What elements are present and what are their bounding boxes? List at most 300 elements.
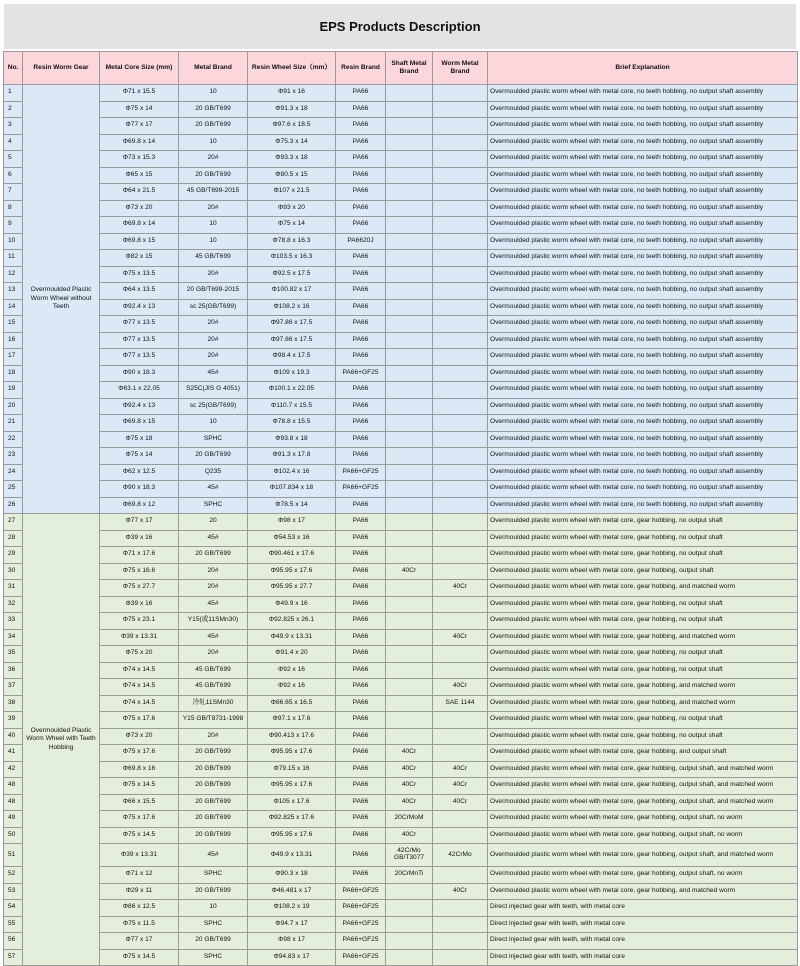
table-row bbox=[4, 332, 798, 349]
metal-core-size-cell: Φ71 x 15.5 bbox=[100, 85, 179, 102]
metal-core-size-cell: Φ74 x 14.5 bbox=[100, 695, 179, 712]
resin-wheel-size-cell: Φ97.1 x 17.6 bbox=[248, 712, 336, 729]
resin-brand-cell: PA66 bbox=[336, 200, 386, 217]
brief-explanation-cell: Overmoulded plastic worm wheel with metal core, no teeth hobbing, no output shaft assembly bbox=[488, 101, 798, 118]
resin-wheel-size-cell: Φ46.481 x 17 bbox=[248, 883, 336, 900]
worm-metal-brand-cell bbox=[433, 332, 488, 349]
metal-brand-cell: 45# bbox=[179, 481, 248, 498]
brief-explanation-cell: Overmoulded plastic worm wheel with metal core, gear hobbing, no output shaft bbox=[488, 728, 798, 745]
worm-metal-brand-cell: SAE 1144 bbox=[433, 695, 488, 712]
header-shaft-metal-brand: Shaft Metal Brand bbox=[386, 52, 433, 85]
resin-brand-cell: PA66 bbox=[336, 679, 386, 696]
resin-brand-cell: PA66+GF25 bbox=[336, 365, 386, 382]
resin-brand-cell: PA66 bbox=[336, 101, 386, 118]
shaft-metal-brand-cell: 40Cr bbox=[386, 761, 433, 778]
resin-wheel-size-cell: Φ95.95 x 17.6 bbox=[248, 778, 336, 795]
shaft-metal-brand-cell bbox=[386, 431, 433, 448]
metal-brand-cell: 45 GB/T699 bbox=[179, 679, 248, 696]
metal-brand-cell: 20# bbox=[179, 563, 248, 580]
resin-wheel-size-cell: Φ108.2 x 16 bbox=[248, 299, 336, 316]
metal-core-size-cell: Φ92.4 x 13 bbox=[100, 299, 179, 316]
shaft-metal-brand-cell bbox=[386, 118, 433, 135]
metal-brand-cell: 20 GB/T699-2015 bbox=[179, 283, 248, 300]
row-number: 1 bbox=[4, 85, 23, 102]
metal-core-size-cell: Φ73 x 20 bbox=[100, 200, 179, 217]
row-number: 42 bbox=[4, 761, 23, 778]
metal-core-size-cell: Φ64 x 21.5 bbox=[100, 184, 179, 201]
shaft-metal-brand-cell bbox=[386, 646, 433, 663]
shaft-metal-brand-cell bbox=[386, 481, 433, 498]
table-row bbox=[4, 316, 798, 333]
metal-brand-cell: 20 GB/T699 bbox=[179, 933, 248, 950]
header-brief-explanation: Brief Explanation bbox=[488, 52, 798, 85]
resin-brand-cell: PA66 bbox=[336, 629, 386, 646]
resin-brand-cell: PA66 bbox=[336, 867, 386, 884]
resin-brand-cell: PA66 bbox=[336, 547, 386, 564]
metal-brand-cell: 20# bbox=[179, 646, 248, 663]
worm-metal-brand-cell bbox=[433, 134, 488, 151]
category-cell: Overmoulded Plastic Worm Wheel with Teeth Hobbing bbox=[23, 514, 100, 966]
worm-metal-brand-cell bbox=[433, 233, 488, 250]
resin-wheel-size-cell: Φ92.5 x 17.5 bbox=[248, 266, 336, 283]
resin-brand-cell: PA66 bbox=[336, 514, 386, 531]
resin-wheel-size-cell: Φ94.83 x 17 bbox=[248, 949, 336, 966]
metal-brand-cell: SPHC bbox=[179, 431, 248, 448]
worm-metal-brand-cell bbox=[433, 382, 488, 399]
brief-explanation-cell: Overmoulded plastic worm wheel with metal core, no teeth hobbing, no output shaft assembly bbox=[488, 497, 798, 514]
header-metal-brand: Metal Brand bbox=[179, 52, 248, 85]
metal-brand-cell: 20# bbox=[179, 349, 248, 366]
worm-metal-brand-cell bbox=[433, 933, 488, 950]
table-row bbox=[4, 514, 798, 531]
worm-metal-brand-cell bbox=[433, 299, 488, 316]
table-row bbox=[4, 266, 798, 283]
resin-brand-cell: PA66 bbox=[336, 745, 386, 762]
row-number: 35 bbox=[4, 646, 23, 663]
resin-brand-cell: PA66 bbox=[336, 613, 386, 630]
resin-wheel-size-cell: Φ90.461 x 17.6 bbox=[248, 547, 336, 564]
table-row bbox=[4, 613, 798, 630]
row-number: 53 bbox=[4, 883, 23, 900]
resin-brand-cell: PA66 bbox=[336, 646, 386, 663]
row-number: 21 bbox=[4, 415, 23, 432]
resin-brand-cell: PA66+GF25 bbox=[336, 883, 386, 900]
brief-explanation-cell: Overmoulded plastic worm wheel with metal core, gear hobbing, and matched worm bbox=[488, 695, 798, 712]
row-number: 8 bbox=[4, 200, 23, 217]
metal-core-size-cell: Φ39 x 16 bbox=[100, 530, 179, 547]
brief-explanation-cell: Overmoulded plastic worm wheel with metal core, gear hobbing, output shaft, no worm bbox=[488, 867, 798, 884]
resin-brand-cell: PA66 bbox=[336, 299, 386, 316]
resin-wheel-size-cell: Φ92 x 16 bbox=[248, 662, 336, 679]
resin-brand-cell: PA66 bbox=[336, 844, 386, 867]
shaft-metal-brand-cell bbox=[386, 365, 433, 382]
metal-core-size-cell: Φ75 x 14.5 bbox=[100, 949, 179, 966]
shaft-metal-brand-cell bbox=[386, 266, 433, 283]
resin-wheel-size-cell: Φ78.5 x 14 bbox=[248, 497, 336, 514]
brief-explanation-cell: Overmoulded plastic worm wheel with metal core, no teeth hobbing, no output shaft assembly bbox=[488, 167, 798, 184]
worm-metal-brand-cell bbox=[433, 596, 488, 613]
row-number: 11 bbox=[4, 250, 23, 267]
shaft-metal-brand-cell bbox=[386, 933, 433, 950]
worm-metal-brand-cell bbox=[433, 200, 488, 217]
resin-wheel-size-cell: Φ79.15 x 16 bbox=[248, 761, 336, 778]
metal-brand-cell: 20# bbox=[179, 316, 248, 333]
metal-core-size-cell: Φ92.4 x 13 bbox=[100, 398, 179, 415]
table-row bbox=[4, 883, 798, 900]
row-number: 30 bbox=[4, 563, 23, 580]
metal-core-size-cell: Φ77 x 13.5 bbox=[100, 349, 179, 366]
resin-brand-cell: PA66 bbox=[336, 184, 386, 201]
resin-wheel-size-cell: Φ75.3 x 14 bbox=[248, 134, 336, 151]
row-number: 48 bbox=[4, 794, 23, 811]
metal-brand-cell: SPHC bbox=[179, 867, 248, 884]
worm-metal-brand-cell: 42CrMo bbox=[433, 844, 488, 867]
metal-brand-cell: 20 GB/T699 bbox=[179, 761, 248, 778]
metal-core-size-cell: Φ75 x 20 bbox=[100, 646, 179, 663]
metal-brand-cell: SPHC bbox=[179, 497, 248, 514]
worm-metal-brand-cell bbox=[433, 745, 488, 762]
worm-metal-brand-cell bbox=[433, 563, 488, 580]
resin-wheel-size-cell: Φ100.1 x 22.05 bbox=[248, 382, 336, 399]
worm-metal-brand-cell bbox=[433, 949, 488, 966]
table-row bbox=[4, 184, 798, 201]
table-row bbox=[4, 563, 798, 580]
worm-metal-brand-cell bbox=[433, 547, 488, 564]
resin-wheel-size-cell: Φ107.834 x 18 bbox=[248, 481, 336, 498]
resin-wheel-size-cell: Φ78.8 x 16.3 bbox=[248, 233, 336, 250]
shaft-metal-brand-cell bbox=[386, 382, 433, 399]
row-number: 38 bbox=[4, 695, 23, 712]
resin-wheel-size-cell: Φ91.4 x 20 bbox=[248, 646, 336, 663]
metal-brand-cell: Y15 GB/T8731-1998 bbox=[179, 712, 248, 729]
metal-core-size-cell: Φ71 x 17.6 bbox=[100, 547, 179, 564]
metal-brand-cell: 20 GB/T699 bbox=[179, 101, 248, 118]
resin-wheel-size-cell: Φ95.95 x 27.7 bbox=[248, 580, 336, 597]
metal-brand-cell: 20 GB/T699 bbox=[179, 811, 248, 828]
resin-brand-cell: PA66 bbox=[336, 728, 386, 745]
table-row bbox=[4, 695, 798, 712]
resin-wheel-size-cell: Φ90.413 x 17.6 bbox=[248, 728, 336, 745]
table-row bbox=[4, 151, 798, 168]
brief-explanation-cell: Direct injected gear with teeth, with metal core bbox=[488, 916, 798, 933]
shaft-metal-brand-cell bbox=[386, 316, 433, 333]
row-number: 18 bbox=[4, 365, 23, 382]
brief-explanation-cell: Overmoulded plastic worm wheel with metal core, gear hobbing, and matched worm bbox=[488, 883, 798, 900]
header-resin-worm-gear: Resin Worm Gear bbox=[23, 52, 100, 85]
brief-explanation-cell: Overmoulded plastic worm wheel with metal core, no teeth hobbing, no output shaft assembly bbox=[488, 431, 798, 448]
shaft-metal-brand-cell bbox=[386, 332, 433, 349]
metal-core-size-cell: Φ77 x 17 bbox=[100, 933, 179, 950]
brief-explanation-cell: Overmoulded plastic worm wheel with metal core, no teeth hobbing, no output shaft assembly bbox=[488, 151, 798, 168]
resin-wheel-size-cell: Φ49.9 x 16 bbox=[248, 596, 336, 613]
table-row bbox=[4, 497, 798, 514]
resin-wheel-size-cell: Φ97.86 x 17.5 bbox=[248, 332, 336, 349]
worm-metal-brand-cell bbox=[433, 811, 488, 828]
shaft-metal-brand-cell bbox=[386, 916, 433, 933]
table-row bbox=[4, 778, 798, 795]
metal-core-size-cell: Φ71 x 12 bbox=[100, 867, 179, 884]
table-row bbox=[4, 85, 798, 102]
row-number: 28 bbox=[4, 530, 23, 547]
shaft-metal-brand-cell bbox=[386, 398, 433, 415]
metal-brand-cell: 10 bbox=[179, 415, 248, 432]
shaft-metal-brand-cell bbox=[386, 233, 433, 250]
metal-core-size-cell: Φ75 x 17.6 bbox=[100, 745, 179, 762]
row-number: 36 bbox=[4, 662, 23, 679]
row-number: 12 bbox=[4, 266, 23, 283]
row-number: 39 bbox=[4, 712, 23, 729]
metal-brand-cell: 20# bbox=[179, 151, 248, 168]
metal-core-size-cell: Φ69.8 x 14 bbox=[100, 134, 179, 151]
table-row bbox=[4, 916, 798, 933]
resin-wheel-size-cell: Φ105 x 17.6 bbox=[248, 794, 336, 811]
metal-core-size-cell: Φ75 x 17.6 bbox=[100, 712, 179, 729]
table-body bbox=[4, 85, 798, 966]
row-number: 57 bbox=[4, 949, 23, 966]
brief-explanation-cell: Overmoulded plastic worm wheel with metal core, no teeth hobbing, no output shaft assembly bbox=[488, 365, 798, 382]
metal-brand-cell: 20 GB/T699 bbox=[179, 167, 248, 184]
shaft-metal-brand-cell: 40Cr bbox=[386, 794, 433, 811]
table-row bbox=[4, 629, 798, 646]
metal-brand-cell: 10 bbox=[179, 233, 248, 250]
brief-explanation-cell: Overmoulded plastic worm wheel with metal core, no teeth hobbing, no output shaft assembly bbox=[488, 283, 798, 300]
shaft-metal-brand-cell bbox=[386, 101, 433, 118]
metal-brand-cell: 冷轧11SMn30 bbox=[179, 695, 248, 712]
table-row bbox=[4, 217, 798, 234]
worm-metal-brand-cell: 40Cr bbox=[433, 629, 488, 646]
table-row bbox=[4, 398, 798, 415]
metal-core-size-cell: Φ69.8 x 16 bbox=[100, 761, 179, 778]
row-number: 23 bbox=[4, 448, 23, 465]
table-row bbox=[4, 200, 798, 217]
table-row bbox=[4, 365, 798, 382]
shaft-metal-brand-cell bbox=[386, 662, 433, 679]
resin-wheel-size-cell: Φ49.9 x 13.31 bbox=[248, 629, 336, 646]
worm-metal-brand-cell bbox=[433, 916, 488, 933]
resin-brand-cell: PA66 bbox=[336, 794, 386, 811]
table-row bbox=[4, 662, 798, 679]
brief-explanation-cell: Direct injected gear with teeth, with metal core bbox=[488, 949, 798, 966]
shaft-metal-brand-cell: 40Cr bbox=[386, 563, 433, 580]
metal-core-size-cell: Φ75 x 27.7 bbox=[100, 580, 179, 597]
worm-metal-brand-cell bbox=[433, 151, 488, 168]
table-row bbox=[4, 580, 798, 597]
resin-brand-cell: PA6620J bbox=[336, 233, 386, 250]
row-number: 10 bbox=[4, 233, 23, 250]
worm-metal-brand-cell bbox=[433, 365, 488, 382]
resin-wheel-size-cell: Φ95.95 x 17.6 bbox=[248, 745, 336, 762]
metal-core-size-cell: Φ90 x 18.3 bbox=[100, 481, 179, 498]
worm-metal-brand-cell bbox=[433, 712, 488, 729]
metal-brand-cell: sc 25(GB/T699) bbox=[179, 398, 248, 415]
table-row bbox=[4, 167, 798, 184]
worm-metal-brand-cell bbox=[433, 827, 488, 844]
resin-brand-cell: PA66 bbox=[336, 250, 386, 267]
metal-core-size-cell: Φ77 x 17 bbox=[100, 514, 179, 531]
resin-wheel-size-cell: Φ102.4 x 16 bbox=[248, 464, 336, 481]
row-number: 22 bbox=[4, 431, 23, 448]
resin-wheel-size-cell: Φ54.53 x 16 bbox=[248, 530, 336, 547]
resin-brand-cell: PA66 bbox=[336, 217, 386, 234]
header-metal-core-size: Metal Core Size (mm) bbox=[100, 52, 179, 85]
brief-explanation-cell: Overmoulded plastic worm wheel with metal core, no teeth hobbing, no output shaft assembly bbox=[488, 266, 798, 283]
metal-core-size-cell: Φ29 x 11 bbox=[100, 883, 179, 900]
shaft-metal-brand-cell bbox=[386, 514, 433, 531]
resin-wheel-size-cell: Φ91.3 x 17.8 bbox=[248, 448, 336, 465]
row-number: 14 bbox=[4, 299, 23, 316]
row-number: 50 bbox=[4, 827, 23, 844]
row-number: 13 bbox=[4, 283, 23, 300]
table-row bbox=[4, 448, 798, 465]
metal-brand-cell: 20# bbox=[179, 200, 248, 217]
row-number: 55 bbox=[4, 916, 23, 933]
metal-brand-cell: 10 bbox=[179, 900, 248, 917]
table-row bbox=[4, 547, 798, 564]
table-row bbox=[4, 794, 798, 811]
resin-brand-cell: PA66+GF25 bbox=[336, 900, 386, 917]
worm-metal-brand-cell bbox=[433, 514, 488, 531]
table-row bbox=[4, 134, 798, 151]
metal-brand-cell: 20 GB/T699 bbox=[179, 745, 248, 762]
brief-explanation-cell: Overmoulded plastic worm wheel with metal core, gear hobbing, output shaft, and matched worm bbox=[488, 761, 798, 778]
resin-wheel-size-cell: Φ86.65 x 16.5 bbox=[248, 695, 336, 712]
shaft-metal-brand-cell: 40Cr bbox=[386, 827, 433, 844]
brief-explanation-cell: Direct injected gear with teeth, with metal core bbox=[488, 900, 798, 917]
metal-core-size-cell: Φ65 x 15 bbox=[100, 167, 179, 184]
metal-core-size-cell: Φ73 x 15.3 bbox=[100, 151, 179, 168]
metal-core-size-cell: Φ77 x 13.5 bbox=[100, 316, 179, 333]
row-number: 37 bbox=[4, 679, 23, 696]
brief-explanation-cell: Overmoulded plastic worm wheel with metal core, gear hobbing, output shaft, no worm bbox=[488, 827, 798, 844]
worm-metal-brand-cell bbox=[433, 316, 488, 333]
worm-metal-brand-cell bbox=[433, 85, 488, 102]
worm-metal-brand-cell bbox=[433, 662, 488, 679]
worm-metal-brand-cell bbox=[433, 728, 488, 745]
resin-brand-cell: PA66 bbox=[336, 530, 386, 547]
resin-brand-cell: PA66 bbox=[336, 596, 386, 613]
row-number: 34 bbox=[4, 629, 23, 646]
shaft-metal-brand-cell bbox=[386, 712, 433, 729]
resin-wheel-size-cell: Φ97.86 x 17.5 bbox=[248, 316, 336, 333]
shaft-metal-brand-cell bbox=[386, 151, 433, 168]
metal-brand-cell: 20 GB/T699 bbox=[179, 547, 248, 564]
resin-brand-cell: PA66 bbox=[336, 563, 386, 580]
table-header-row bbox=[4, 52, 798, 85]
resin-wheel-size-cell: Φ98.4 x 17.5 bbox=[248, 349, 336, 366]
brief-explanation-cell: Overmoulded plastic worm wheel with metal core, no teeth hobbing, no output shaft assembly bbox=[488, 481, 798, 498]
shaft-metal-brand-cell bbox=[386, 349, 433, 366]
metal-brand-cell: 45 GB/T699 bbox=[179, 662, 248, 679]
resin-brand-cell: PA66 bbox=[336, 398, 386, 415]
table-row bbox=[4, 101, 798, 118]
table-row bbox=[4, 382, 798, 399]
metal-core-size-cell: Φ74 x 14.5 bbox=[100, 662, 179, 679]
shaft-metal-brand-cell bbox=[386, 728, 433, 745]
metal-brand-cell: 20# bbox=[179, 580, 248, 597]
metal-core-size-cell: Φ69.8 x 14 bbox=[100, 217, 179, 234]
metal-core-size-cell: Φ39 x 13.31 bbox=[100, 629, 179, 646]
worm-metal-brand-cell: 40Cr bbox=[433, 794, 488, 811]
metal-core-size-cell: Φ86 x 12.5 bbox=[100, 900, 179, 917]
row-number: 7 bbox=[4, 184, 23, 201]
brief-explanation-cell: Overmoulded plastic worm wheel with metal core, no teeth hobbing, no output shaft assembly bbox=[488, 217, 798, 234]
worm-metal-brand-cell bbox=[433, 646, 488, 663]
table-row bbox=[4, 464, 798, 481]
metal-brand-cell: 20 GB/T699 bbox=[179, 778, 248, 795]
resin-wheel-size-cell: Φ103.5 x 16.3 bbox=[248, 250, 336, 267]
worm-metal-brand-cell bbox=[433, 900, 488, 917]
header-no: No. bbox=[4, 52, 23, 85]
metal-brand-cell: 10 bbox=[179, 134, 248, 151]
table-row bbox=[4, 728, 798, 745]
brief-explanation-cell: Overmoulded plastic worm wheel with metal core, no teeth hobbing, no output shaft assembly bbox=[488, 200, 798, 217]
resin-brand-cell: PA66 bbox=[336, 712, 386, 729]
metal-core-size-cell: Φ77 x 17 bbox=[100, 118, 179, 135]
table-row bbox=[4, 761, 798, 778]
resin-brand-cell: PA66 bbox=[336, 580, 386, 597]
resin-brand-cell: PA66+GF25 bbox=[336, 464, 386, 481]
category-cell: Overmoulded Plastic Worm Wheel without Teeth bbox=[23, 85, 100, 514]
table-row bbox=[4, 827, 798, 844]
table-row bbox=[4, 431, 798, 448]
resin-brand-cell: PA66 bbox=[336, 695, 386, 712]
row-number: 5 bbox=[4, 151, 23, 168]
shaft-metal-brand-cell: 20CrMoM bbox=[386, 811, 433, 828]
shaft-metal-brand-cell bbox=[386, 85, 433, 102]
table-row bbox=[4, 530, 798, 547]
resin-brand-cell: PA66 bbox=[336, 382, 386, 399]
row-number: 25 bbox=[4, 481, 23, 498]
worm-metal-brand-cell bbox=[433, 217, 488, 234]
shaft-metal-brand-cell bbox=[386, 695, 433, 712]
worm-metal-brand-cell bbox=[433, 867, 488, 884]
shaft-metal-brand-cell bbox=[386, 900, 433, 917]
brief-explanation-cell: Overmoulded plastic worm wheel with metal core, no teeth hobbing, no output shaft assembly bbox=[488, 85, 798, 102]
metal-core-size-cell: Φ69.8 x 15 bbox=[100, 233, 179, 250]
shaft-metal-brand-cell: 20CrMnTi bbox=[386, 867, 433, 884]
resin-brand-cell: PA66 bbox=[336, 827, 386, 844]
brief-explanation-cell: Overmoulded plastic worm wheel with metal core, gear hobbing, output shaft, and matched worm bbox=[488, 844, 798, 867]
metal-core-size-cell: Φ90 x 18.3 bbox=[100, 365, 179, 382]
shaft-metal-brand-cell bbox=[386, 497, 433, 514]
brief-explanation-cell: Overmoulded plastic worm wheel with metal core, no teeth hobbing, no output shaft assembly bbox=[488, 299, 798, 316]
resin-brand-cell: PA66+GF25 bbox=[336, 949, 386, 966]
worm-metal-brand-cell bbox=[433, 398, 488, 415]
brief-explanation-cell: Overmoulded plastic worm wheel with metal core, no teeth hobbing, no output shaft assembly bbox=[488, 349, 798, 366]
row-number: 15 bbox=[4, 316, 23, 333]
metal-core-size-cell: Φ69.8 x 12 bbox=[100, 497, 179, 514]
table-row bbox=[4, 118, 798, 135]
resin-wheel-size-cell: Φ75 x 14 bbox=[248, 217, 336, 234]
resin-brand-cell: PA66 bbox=[336, 151, 386, 168]
brief-explanation-cell: Overmoulded plastic worm wheel with metal core, no teeth hobbing, no output shaft assembly bbox=[488, 464, 798, 481]
resin-wheel-size-cell: Φ93.3 x 18 bbox=[248, 151, 336, 168]
row-number: 33 bbox=[4, 613, 23, 630]
shaft-metal-brand-cell bbox=[386, 596, 433, 613]
resin-wheel-size-cell: Φ91 x 16 bbox=[248, 85, 336, 102]
row-number: 9 bbox=[4, 217, 23, 234]
table-row bbox=[4, 949, 798, 966]
resin-wheel-size-cell: Φ90.3 x 18 bbox=[248, 867, 336, 884]
worm-metal-brand-cell bbox=[433, 530, 488, 547]
table-row bbox=[4, 646, 798, 663]
metal-core-size-cell: Φ39 x 16 bbox=[100, 596, 179, 613]
brief-explanation-cell: Overmoulded plastic worm wheel with metal core, gear hobbing, no output shaft bbox=[488, 514, 798, 531]
worm-metal-brand-cell bbox=[433, 431, 488, 448]
worm-metal-brand-cell bbox=[433, 613, 488, 630]
resin-wheel-size-cell: Φ109 x 19.3 bbox=[248, 365, 336, 382]
metal-core-size-cell: Φ75 x 14.5 bbox=[100, 778, 179, 795]
